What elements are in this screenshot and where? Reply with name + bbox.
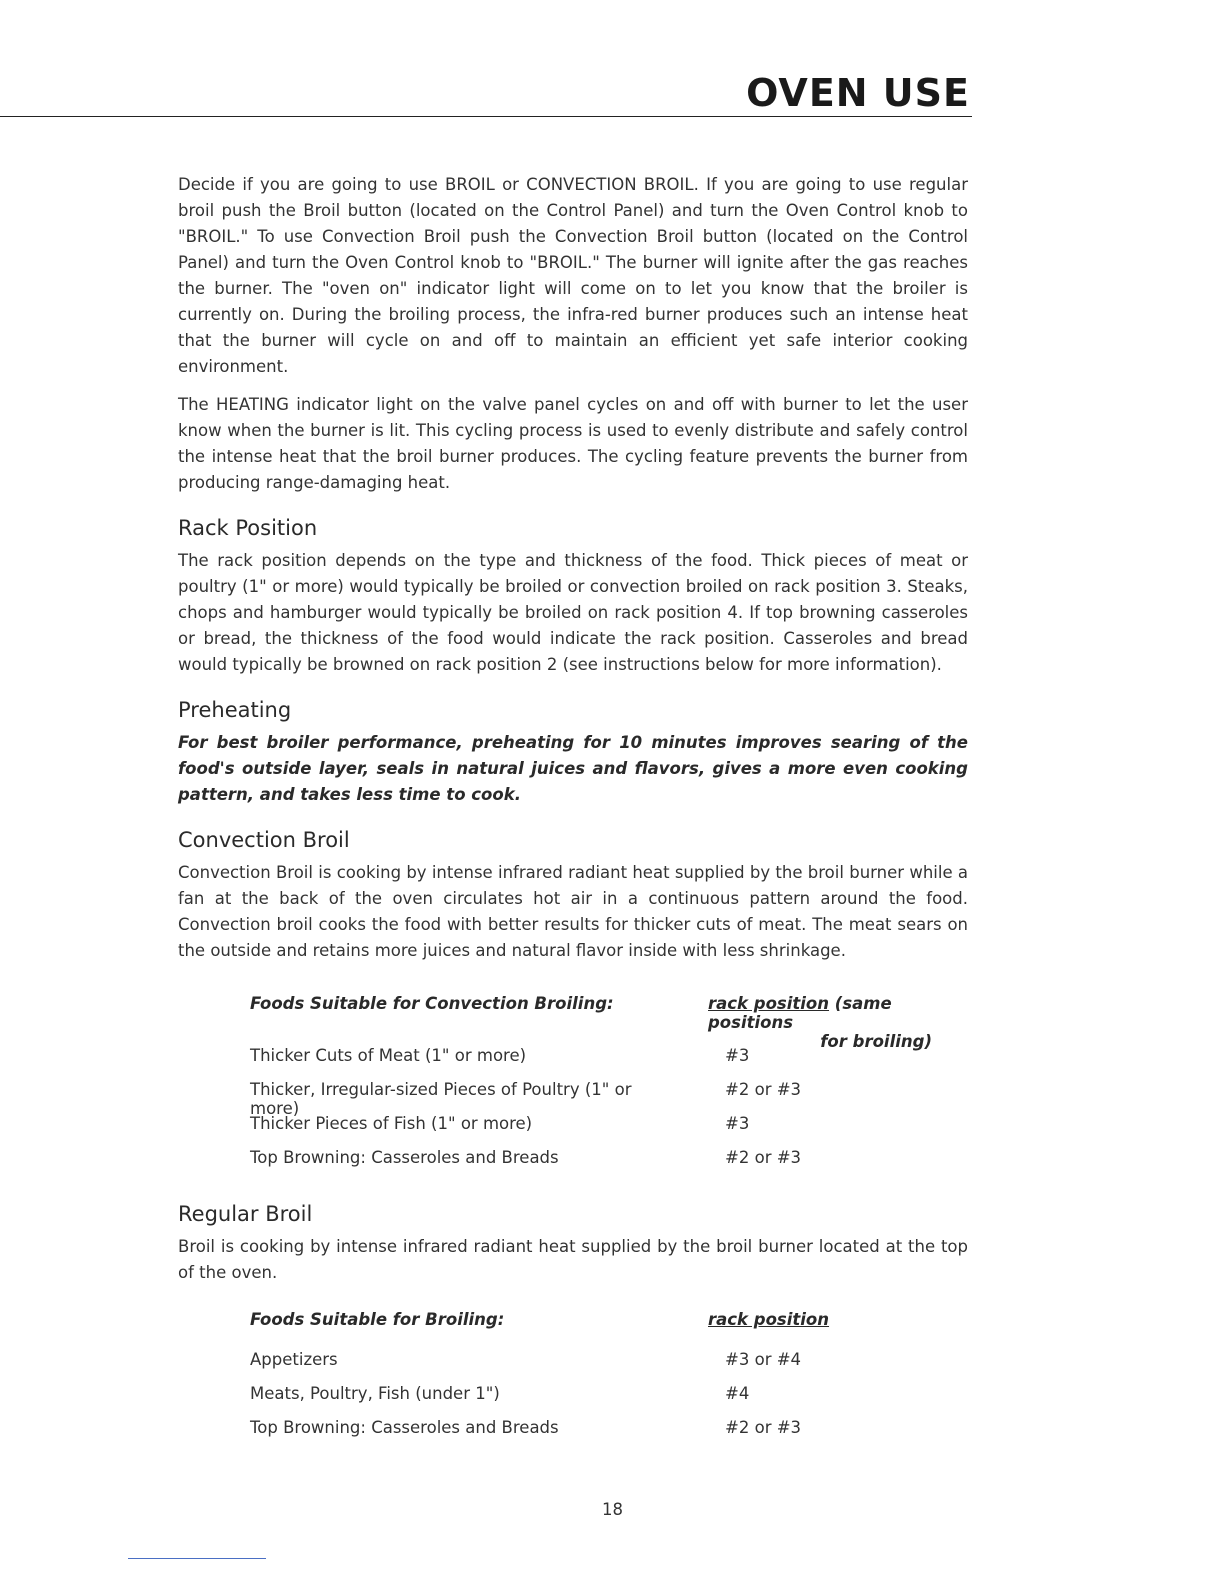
- rack-cell: #2 or #3: [725, 1148, 802, 1167]
- rack-column-header: [708, 994, 960, 1051]
- convection-broil-heading: Convection Broil: [178, 828, 350, 852]
- preheating-body: For best broiler performance, preheating for 10 minutes improves searing of the food's outside layer, seals in natural juices and flavors, gives a more even cooking pattern, and takes less time to cook.: [178, 733, 968, 804]
- regular-broil-table: [250, 1310, 960, 1452]
- table-row: [250, 1384, 960, 1418]
- food-cell: Appetizers: [250, 1350, 338, 1369]
- rack-position-heading: Rack Position: [178, 516, 318, 540]
- rack-header-underlined: rack position: [708, 1310, 830, 1329]
- food-column-header: Foods Suitable for Broiling:: [250, 1310, 505, 1329]
- table-row: [250, 1350, 960, 1384]
- table-row: [250, 1148, 960, 1182]
- rack-cell: #4: [725, 1384, 750, 1403]
- table-row: [250, 1418, 960, 1452]
- header-divider: [0, 116, 972, 117]
- rack-cell: #2 or #3: [725, 1418, 802, 1437]
- table-row: [250, 1046, 960, 1080]
- food-column-header: Foods Suitable for Convection Broiling:: [250, 994, 614, 1013]
- food-cell: Thicker Pieces of Fish (1" or more): [250, 1114, 533, 1133]
- footer-divider: [128, 1558, 266, 1559]
- table-header-row: [250, 1310, 960, 1350]
- rack-header-underlined: rack position: [708, 994, 830, 1013]
- intro-paragraph-1: Decide if you are going to use BROIL or CONVECTION BROIL. If you are going to use regular broil push the Broil button (located on the Control Panel) and turn the Oven Control knob to "BROIL." To use Convection Broil push the Convection Broil button (located on the Control Panel) and turn the Oven Control knob to "BROIL." The burner will ignite after the gas reaches the burner. The "oven on" indicator light will come on to let you know that the broiler is currently on. During the broiling process, the infra-red burner produces such an intense heat that the burner will cycle on and off to maintain an efficient yet safe interior cooking environment.: [178, 175, 968, 376]
- food-cell: Thicker Cuts of Meat (1" or more): [250, 1046, 527, 1065]
- rack-cell: #3 or #4: [725, 1350, 802, 1369]
- rack-position-body: The rack position depends on the type and thickness of the food. Thick pieces of meat or poultry (1" or more) would typically be broiled or convection broiled on rack position 3. Steaks, chops and hamburger would typically be broiled on rack position 4. If top browning casseroles or bread, the thickness of the food would indicate the rack position. Casseroles and bread would typically be browned on rack position 2 (see instructions below for more information).: [178, 551, 968, 674]
- food-cell: Top Browning: Casseroles and Breads: [250, 1418, 559, 1437]
- regular-broil-heading: Regular Broil: [178, 1202, 313, 1226]
- convection-broil-body: Convection Broil is cooking by intense infrared radiant heat supplied by the broil burner while a fan at the back of the oven circulates hot air in a continuous pattern around the food. Convection broil cooks the food with better results for thicker cuts of meat. The meat sears on the outside and retains more juices and natural flavor inside with less shrinkage.: [178, 863, 968, 960]
- food-cell: Thicker, Irregular-sized Pieces of Poultry (1" or more): [250, 1080, 632, 1118]
- page-title: OVEN USE: [746, 71, 970, 115]
- preheating-heading: Preheating: [178, 698, 292, 722]
- intro-paragraph-2: The HEATING indicator light on the valve panel cycles on and off with burner to let the user know when the burner is lit. This cycling process is used to evenly distribute and safely control the intense heat that the broil burner produces. The cycling feature prevents the burner from producing range-damaging heat.: [178, 395, 968, 492]
- food-cell: Meats, Poultry, Fish (under 1"): [250, 1384, 500, 1403]
- rack-cell: #3: [725, 1114, 750, 1133]
- rack-column-header: [708, 1310, 960, 1329]
- food-cell: Top Browning: Casseroles and Breads: [250, 1148, 559, 1167]
- table-row: [250, 1114, 960, 1148]
- rack-header-note: (same positions: [708, 994, 892, 1032]
- page-number: 18: [602, 1500, 623, 1519]
- convection-broil-table: [250, 994, 960, 1182]
- table-row: [250, 1080, 960, 1118]
- table-header-row: [250, 994, 960, 1051]
- rack-cell: #3: [725, 1046, 750, 1065]
- rack-cell: #2 or #3: [725, 1080, 802, 1099]
- regular-broil-body: Broil is cooking by intense infrared radiant heat supplied by the broil burner located at the top of the oven.: [178, 1237, 968, 1282]
- page-content: [178, 172, 968, 1452]
- rack-header-note-line2: for broiling): [820, 1032, 932, 1051]
